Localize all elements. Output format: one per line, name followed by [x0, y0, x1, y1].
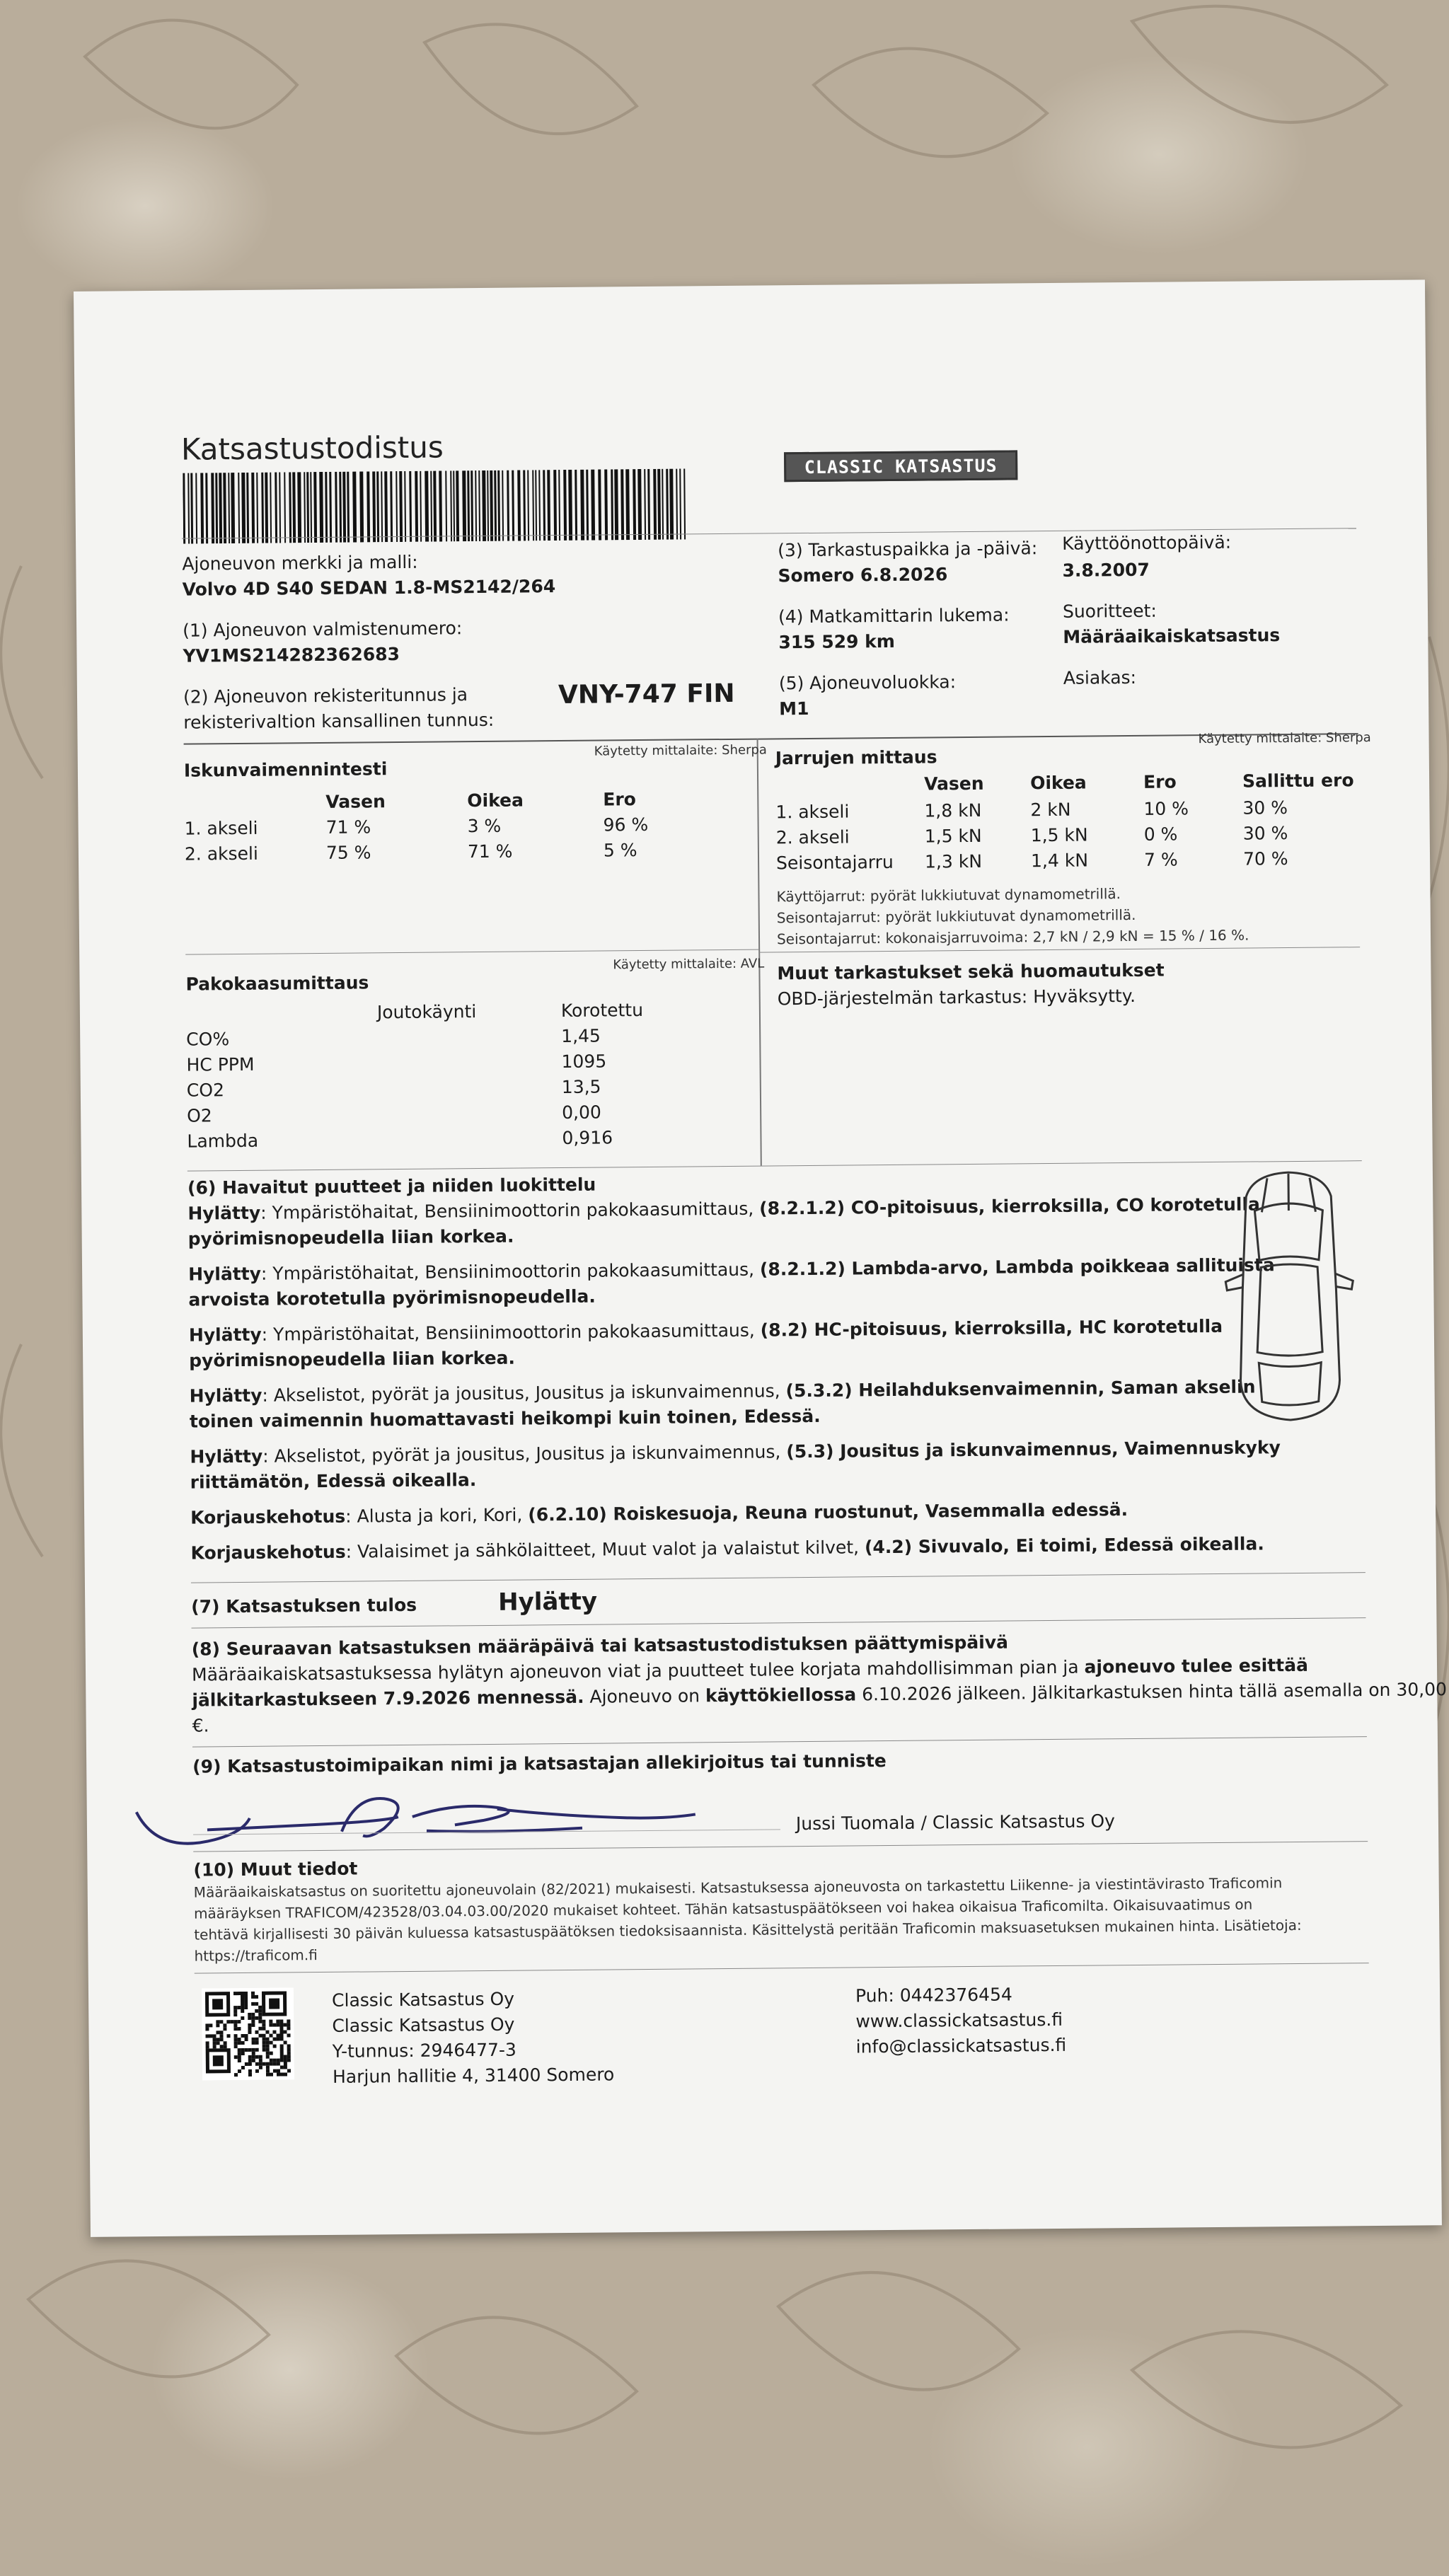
defect-item-cont: toinen vaimennin huomattavasti heikompi kuin toinen, Edessä.: [189, 1405, 821, 1432]
exhaust-row-value: 13,5: [561, 1076, 601, 1098]
brake-row-value: 1,3 kN: [924, 850, 983, 872]
exhaust-row-value: 0,00: [562, 1102, 601, 1124]
shock-header-left: Vasen: [325, 791, 386, 812]
divider: [758, 947, 1360, 952]
brake-note: Käyttöjarrut: pyörät lukkiutuvat dynamometrillä.: [776, 885, 1121, 906]
brake-row-value: 7 %: [1143, 849, 1178, 870]
other-info-link[interactable]: https://traficom.fi: [194, 1946, 318, 1965]
defect-item-cont: pyörimisnopeudella liian korkea.: [187, 1225, 514, 1249]
brakes-header-right: Oikea: [1029, 772, 1087, 794]
shock-row-label: 1. akseli: [184, 817, 258, 839]
exhaust-row-label: CO%: [186, 1029, 230, 1050]
brakes-header-allowed: Sallittu ero: [1242, 770, 1354, 792]
footer-email-link[interactable]: info@classickatsastus.fi: [855, 2034, 1067, 2057]
brake-row-value: 1,5 kN: [924, 825, 982, 847]
class-value: M1: [779, 698, 809, 720]
handwritten-signature: [129, 1786, 710, 1869]
vin-value: YV1MS214282362683: [183, 643, 400, 666]
vin-label: (1) Ajoneuvon valmistenumero:: [183, 618, 463, 641]
divider: [192, 1736, 1367, 1747]
footer-address: Harjun hallitie 4, 31400 Somero: [332, 2064, 615, 2087]
brake-note: Seisontajarrut: pyörät lukkiutuvat dynamometrillä.: [776, 906, 1136, 927]
next-line: Määräaikaiskatsastuksessa hylätyn ajoneuvon viat ja puutteet tulee korjata mahdollisimman pian ja ajoneuvo tulee esittää: [191, 1654, 1308, 1685]
shock-header-right: Oikea: [467, 790, 524, 812]
defect-item-cont: arvoista korotetulla pyörimisnopeudella.: [188, 1286, 596, 1310]
brake-row-value: 1,4 kN: [1030, 850, 1089, 872]
defect-item: Hylätty: Ympäristöhaitat, Bensiinimoottorin pakokaasumittaus, (8.2.1.2) CO-pitoisuus, kierroksilla, CO korotetulla: [187, 1194, 1260, 1224]
place-value: Somero 6.8.2026: [778, 564, 948, 587]
defect-item-cont: riittämätön, Edessä oikealla.: [190, 1469, 477, 1493]
shock-row-value: 71 %: [325, 816, 371, 838]
footer-phone: Puh: 0442376454: [855, 1984, 1012, 2006]
brake-row-label: 1. akseli: [775, 801, 850, 823]
other-info-line: tehtävä kirjallisesti 30 päivän kuluessa katsastuspäätöksen tiedoksisaannista. Käsittelystä peritään Traficomin maksuasetuksen mukainen hinta. Lisätietoja:: [194, 1916, 1302, 1943]
brake-row-value: 30 %: [1242, 797, 1288, 819]
make-value: Volvo 4D S40 SEDAN 1.8-MS2142/264: [182, 576, 556, 600]
shock-title: Iskunvaimennintesti: [183, 758, 388, 781]
customer-label: Asiakas:: [1063, 666, 1137, 688]
shock-row-label: 2. akseli: [184, 843, 258, 865]
other-info-line: Määräaikaiskatsastus on suoritettu ajoneuvolain (82/2021) mukaisesti. Katsastuksessa ajoneuvosta on tarkastettu Liikenne- ja viestintävirasto Traficomin: [193, 1874, 1283, 1901]
reg-date-label: Käyttöönottopäivä:: [1062, 531, 1232, 554]
shock-row-value: 5 %: [603, 840, 637, 861]
defect-item: Korjauskehotus: Valaisimet ja sähkölaitteet, Muut valot ja valaistut kilvet, (4.2) Sivuvalo, Ei toimi, Edessä oikealla.: [190, 1533, 1264, 1564]
done-value: Määräaikaiskatsastus: [1063, 625, 1281, 647]
divider: [187, 1160, 1362, 1171]
brake-row-value: 70 %: [1242, 848, 1288, 870]
reg-label-1: (2) Ajoneuvon rekisteritunnus ja: [183, 684, 468, 707]
brake-row-label: Seisontajarru: [775, 851, 894, 874]
signature-title: (9) Katsastustoimipaikan nimi ja katsastajan allekirjoitus tai tunniste: [192, 1750, 887, 1777]
class-label: (5) Ajoneuvoluokka:: [778, 671, 957, 694]
brake-row-value: 1,8 kN: [924, 799, 982, 821]
brake-row-value: 2 kN: [1030, 799, 1071, 821]
exhaust-row-label: CO2: [186, 1080, 225, 1101]
footer-company: Classic Katsastus Oy: [332, 2014, 515, 2036]
shock-device: Käytetty mittalaite: Sherpa: [594, 742, 767, 759]
other-checks-text: OBD-järjestelmän tarkastus: Hyväksytty.: [777, 985, 1136, 1010]
brakes-header-left: Vasen: [923, 773, 984, 795]
brake-row-value: 0 %: [1143, 824, 1178, 845]
defect-item-cont: pyörimisnopeudella liian korkea.: [189, 1347, 516, 1371]
odo-value: 315 529 km: [778, 630, 895, 653]
exhaust-header-idle: Joutokäynti: [376, 1001, 477, 1023]
brakes-title: Jarrujen mittaus: [775, 746, 937, 769]
defect-item: Korjauskehotus: Alusta ja kori, Kori, (6.2.10) Roiskesuoja, Reuna ruostunut, Vasemmalla edessä.: [190, 1499, 1128, 1528]
other-checks-title: Muut tarkastukset sekä huomautukset: [777, 959, 1165, 984]
signer-name: Jussi Tuomala / Classic Katsastus Oy: [795, 1810, 1116, 1835]
footer-business-id: Y-tunnus: 2946477-3: [332, 2039, 517, 2062]
defect-item: Hylätty: Akselistot, pyörät ja jousitus, Jousitus ja iskunvaimennus, (5.3) Jousitus ja iskunvaimennus, Vaimennuskyky: [190, 1437, 1281, 1467]
exhaust-row-value: 0,916: [562, 1127, 613, 1149]
next-line: €.: [192, 1715, 209, 1736]
exhaust-device: Käytetty mittalaite: AVL: [613, 956, 765, 973]
shock-header-diff: Ero: [603, 789, 637, 810]
next-title: (8) Seuraavan katsastuksen määräpäivä tai katsastustodistuksen päättymispäivä: [191, 1631, 1009, 1660]
defect-item: Hylätty: Ympäristöhaitat, Bensiinimoottorin pakokaasumittaus, (8.2.1.2) Lambda-arvo, Lambda poikkeaa sallituista: [188, 1254, 1275, 1285]
brake-row-value: 30 %: [1242, 823, 1288, 844]
divider: [191, 1572, 1366, 1583]
inspection-certificate: [74, 279, 1448, 2237]
divider: [185, 949, 758, 955]
exhaust-row-value: 1,45: [561, 1025, 601, 1047]
brakes-device: Käytetty mittalaite: Sherpa: [1198, 730, 1371, 747]
brake-row-label: 2. akseli: [775, 826, 850, 848]
footer-company: Classic Katsastus Oy: [331, 1988, 515, 2011]
next-line: jälkitarkastukseen 7.9.2026 mennessä. Ajoneuvo on käyttökiellossa 6.10.2026 jälkeen. Jälkitarkastuksen hinta tällä asemalla on 30,00: [192, 1679, 1448, 1711]
exhaust-title: Pakokaasumittaus: [185, 972, 369, 995]
make-label: Ajoneuvon merkki ja malli:: [182, 551, 418, 574]
footer-website-link[interactable]: www.classickatsastus.fi: [855, 2009, 1063, 2032]
other-info-line: määräyksen TRAFICOM/423528/03.04.03.00/2020 mukaiset kohteet. Tähän katsastuspäätökseen voi hakea oikaisua Traficomilta. Oikaisuvaatimus on: [193, 1895, 1253, 1922]
exhaust-header-raised: Korotettu: [560, 1000, 644, 1022]
brake-note: Seisontajarrut: kokonaisjarruvoima: 2,7 kN / 2,9 kN = 15 % / 16 %.: [776, 926, 1249, 948]
company-logo: CLASSIC KATSASTUS: [784, 450, 1017, 482]
done-label: Suoritteet:: [1062, 600, 1157, 622]
defect-item: Hylätty: Ympäristöhaitat, Bensiinimoottorin pakokaasumittaus, (8.2) HC-pitoisuus, kierroksilla, HC korotetulla: [188, 1315, 1223, 1346]
exhaust-row-label: O2: [187, 1105, 212, 1126]
exhaust-row-label: HC PPM: [186, 1053, 255, 1075]
brake-row-value: 1,5 kN: [1030, 824, 1088, 846]
exhaust-row-value: 1095: [561, 1051, 607, 1073]
shock-row-value: 71 %: [467, 841, 513, 862]
brakes-header-diff: Ero: [1143, 771, 1177, 792]
result-label: (7) Katsastuksen tulos: [191, 1594, 417, 1617]
car-top-view-diagram: [1218, 1167, 1361, 1431]
qr-code: [202, 1987, 294, 2080]
brake-row-value: 10 %: [1143, 798, 1189, 819]
defect-item: Hylätty: Akselistot, pyörät ja jousitus, Jousitus ja iskunvaimennus, (5.3.2) Heilahduksenvaimennin, Saman akselin: [189, 1376, 1256, 1407]
other-info-title: (10) Muut tiedot: [193, 1858, 358, 1881]
divider: [184, 733, 1358, 744]
result-value: Hylätty: [498, 1587, 598, 1617]
odo-label: (4) Matkamittarin lukema:: [778, 604, 1010, 628]
barcode: [183, 468, 691, 543]
exhaust-row-label: Lambda: [187, 1130, 259, 1152]
reg-label-2: rekisterivaltion kansallinen tunnus:: [183, 709, 495, 733]
shock-row-value: 96 %: [603, 814, 649, 836]
shock-row-value: 3 %: [467, 815, 502, 837]
defects-title: (6) Havaitut puutteet ja niiden luokittelu: [187, 1174, 596, 1199]
divider: [195, 1963, 1369, 1973]
reg-value: VNY-747 FIN: [558, 678, 735, 710]
shock-row-value: 75 %: [325, 842, 371, 863]
reg-date-value: 3.8.2007: [1062, 559, 1150, 581]
place-label: (3) Tarkastuspaikka ja -päivä:: [778, 538, 1038, 561]
divider: [191, 1617, 1366, 1628]
page-title: Katsastustodistus: [180, 429, 444, 467]
